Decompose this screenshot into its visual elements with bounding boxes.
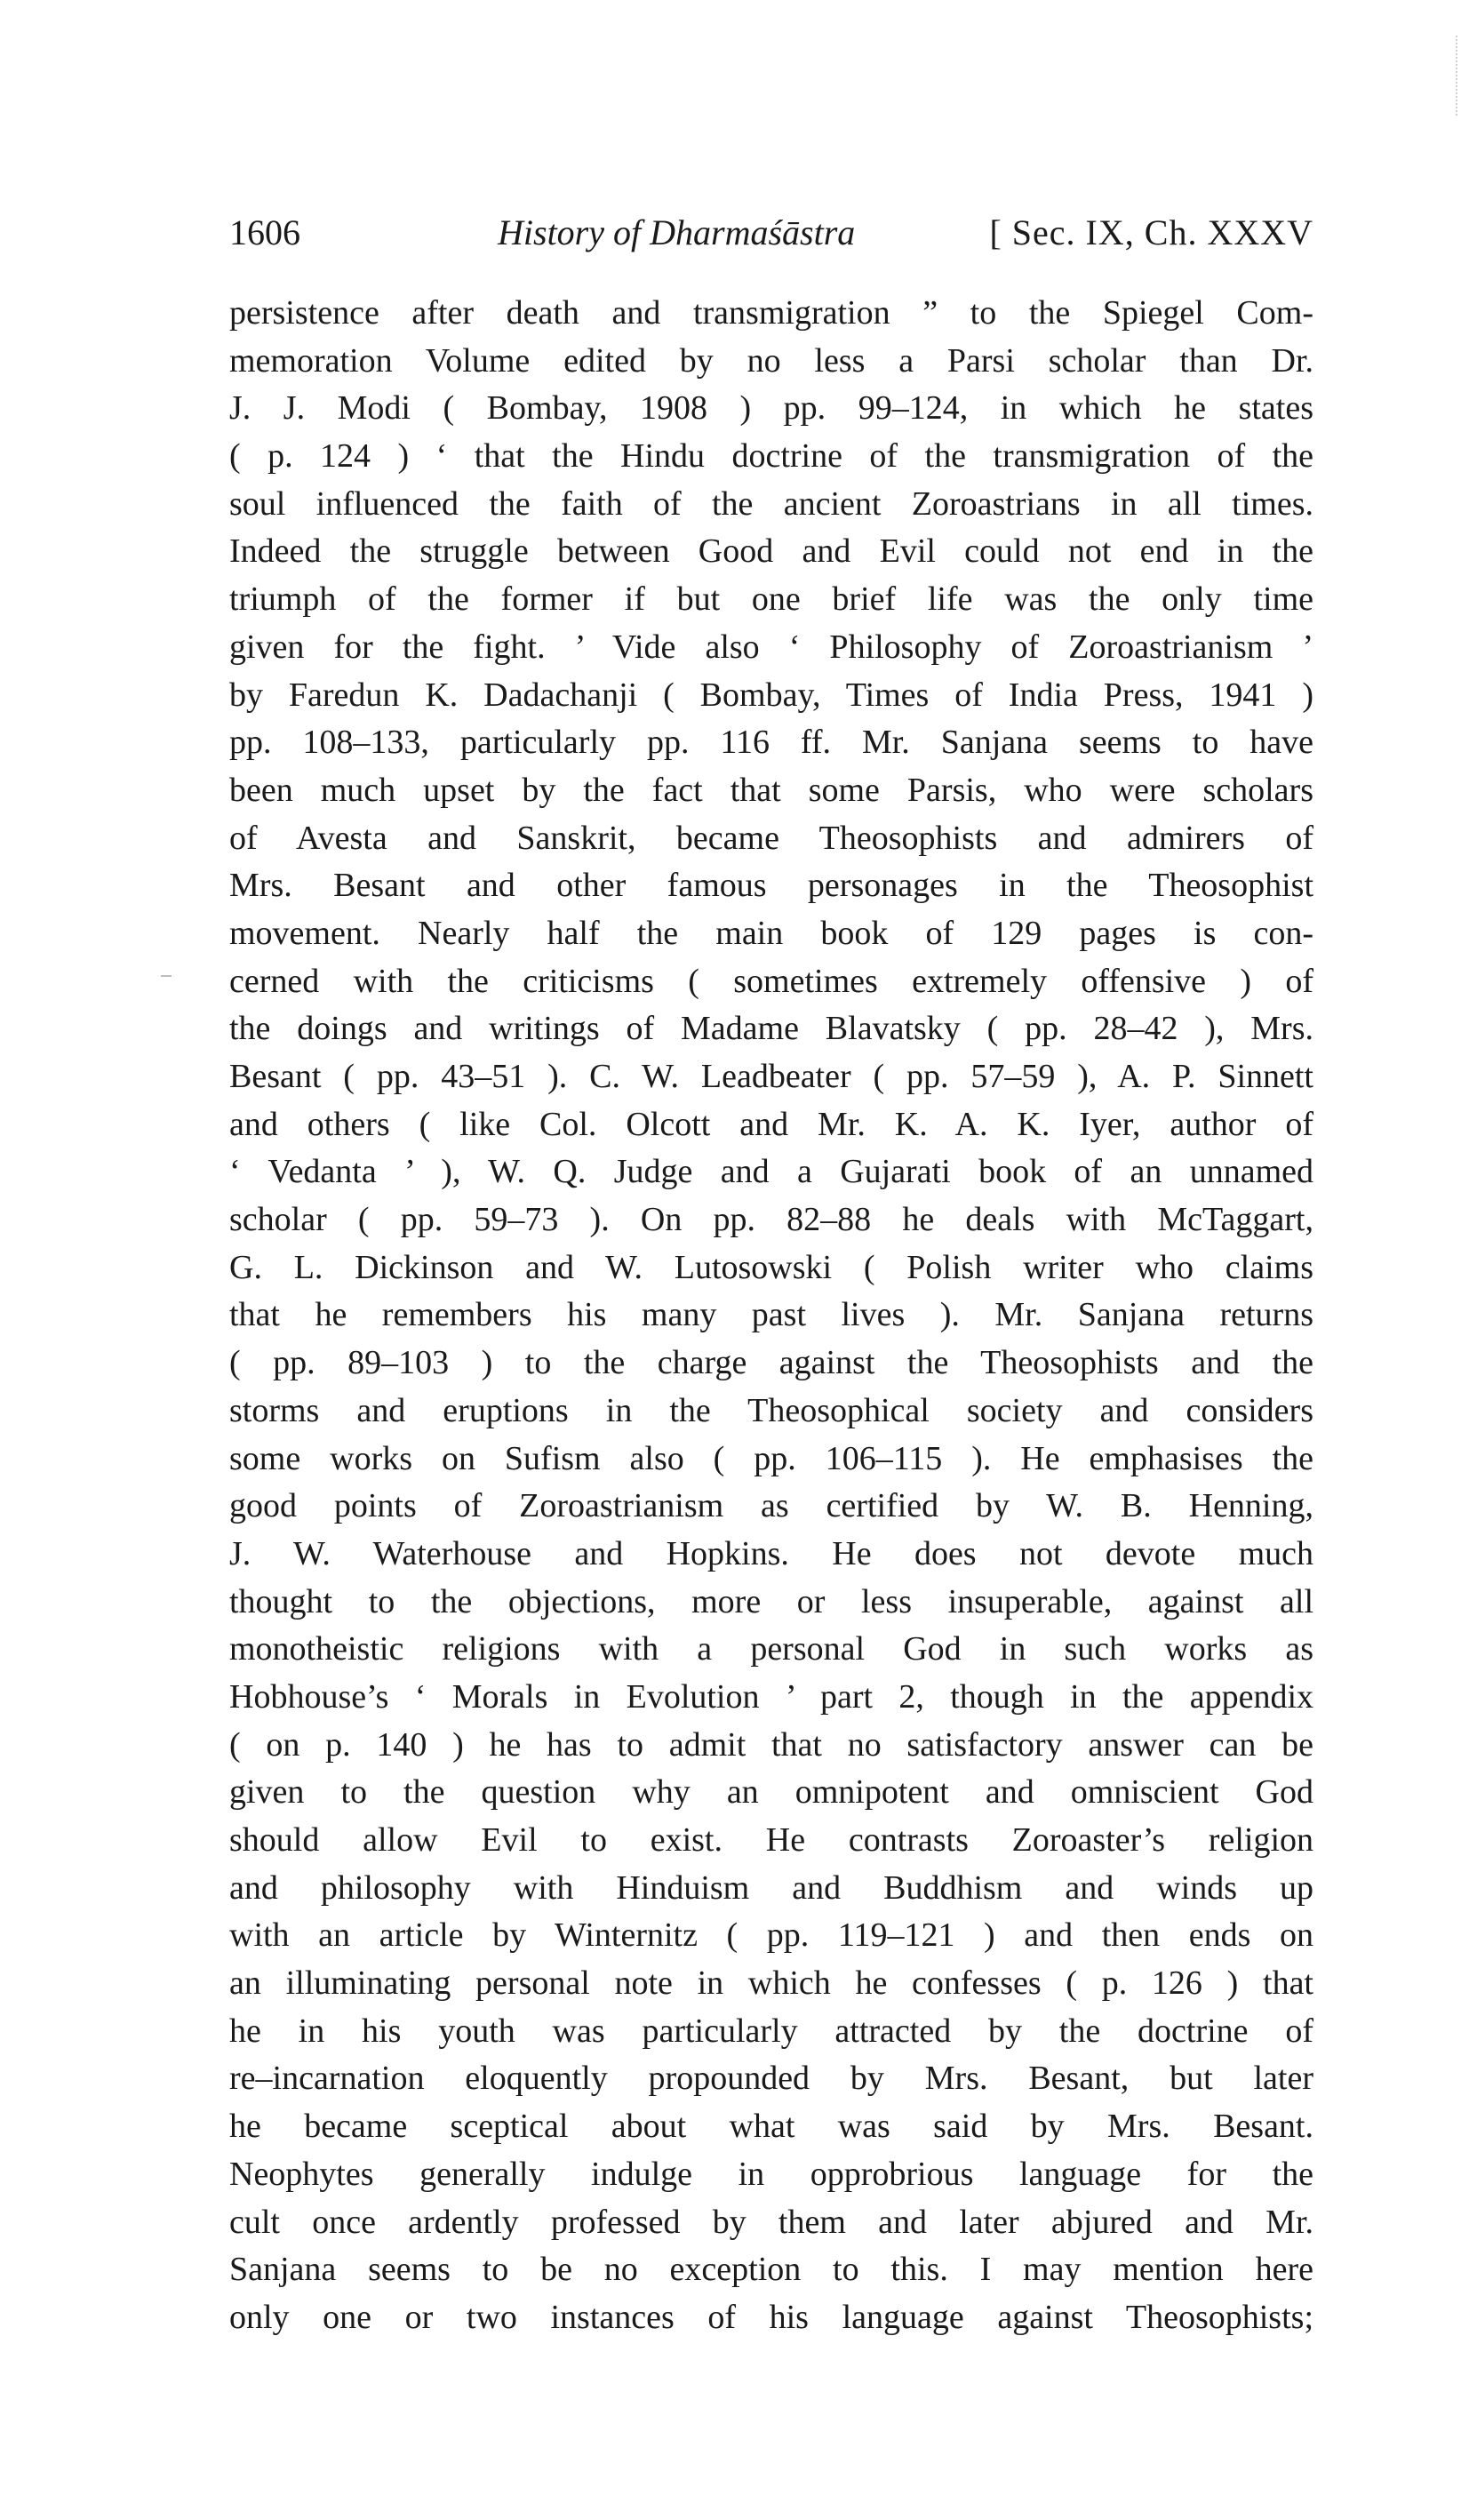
text-line: persistence after death and transmigration ” to the Spiegel Com- xyxy=(229,294,1313,332)
text-line: thought to the objections, more or less insuperable, against all xyxy=(229,1582,1313,1620)
text-line: J. W. Waterhouse and Hopkins. He does not devote much xyxy=(229,1534,1313,1572)
text-line: cerned with the criticisms ( sometimes extremely offensive ) of xyxy=(229,962,1313,1000)
text-line: an illuminating personal note in which he confesses ( p. 126 ) that xyxy=(229,1964,1313,2003)
text-line: good points of Zoroastrianism as certified by W. B. Henning, xyxy=(229,1487,1313,1525)
section-reference: [ Sec. IX, Ch. XXXV xyxy=(989,212,1313,252)
text-line: soul influenced the faith of the ancient Zoroastrians in all times. xyxy=(229,484,1313,523)
body-text xyxy=(229,290,1313,2342)
text-line: Sanjana seems to be no exception to this. I may mention here xyxy=(229,2251,1313,2289)
text-line: the doings and writings of Madame Blavatsky ( pp. 28–42 ), Mrs. xyxy=(229,1010,1313,1048)
text-line: Mrs. Besant and other famous personages in the Theosophist xyxy=(229,867,1313,905)
text-line: only one or two instances of his language against Theosophists; xyxy=(229,2298,1313,2336)
text-line: given to the question why an omnipotent and omniscient God xyxy=(229,1773,1313,1812)
text-line: Indeed the struggle between Good and Evil could not end in the xyxy=(229,532,1313,571)
text-line: ( p. 124 ) ‘ that the Hindu doctrine of the transmigration of the xyxy=(229,437,1313,476)
stray-ink-mark xyxy=(161,975,172,977)
text-line: Besant ( pp. 43–51 ). C. W. Leadbeater ( pp. 57–59 ), A. P. Sinnett xyxy=(229,1058,1313,1095)
text-line: movement. Nearly half the main book of 129 pages is con- xyxy=(229,914,1313,952)
text-line: been much upset by the fact that some Parsis, who were scholars xyxy=(229,771,1313,809)
text-line: Neophytes generally indulge in opprobrious language for the xyxy=(229,2155,1313,2193)
margin-scan-mark xyxy=(1456,36,1459,116)
text-line: monotheistic religions with a personal God in such works as xyxy=(229,1630,1313,1668)
text-line: cult once ardently professed by them and later abjured and Mr. xyxy=(229,2203,1313,2241)
text-line: storms and eruptions in the Theosophical society and considers xyxy=(229,1391,1313,1429)
page-number: 1606 xyxy=(229,212,300,252)
text-line: and others ( like Col. Olcott and Mr. K. A. K. Iyer, author of xyxy=(229,1105,1313,1143)
text-line: that he remembers his many past lives ). Mr. Sanjana returns xyxy=(229,1296,1313,1334)
text-line: he became sceptical about what was said by Mrs. Besant. xyxy=(229,2108,1313,2146)
text-line: some works on Sufism also ( pp. 106–115 ). He emphasises the xyxy=(229,1439,1313,1477)
text-line: should allow Evil to exist. He contrasts Zoroaster’s religion xyxy=(229,1821,1313,1859)
text-line: ( pp. 89–103 ) to the charge against the Theosophists and the xyxy=(229,1344,1313,1382)
text-line: scholar ( pp. 59–73 ). On pp. 82–88 he deals with McTaggart, xyxy=(229,1201,1313,1239)
text-line: re–incarnation eloquently propounded by Mrs. Besant, but later xyxy=(229,2060,1313,2098)
text-line: he in his youth was particularly attracted by the doctrine of xyxy=(229,2012,1313,2050)
text-line: triumph of the former if but one brief life was the only time xyxy=(229,580,1313,619)
text-line: by Faredun K. Dadachanji ( Bombay, Times of India Press, 1941 ) xyxy=(229,676,1313,714)
running-title: History of Dharmaśāstra xyxy=(498,212,856,252)
text-line: G. L. Dickinson and W. Lutosowski ( Polish writer who claims xyxy=(229,1248,1313,1286)
text-line: ‘ Vedanta ’ ), W. Q. Judge and a Gujarati book of an unnamed xyxy=(229,1153,1313,1191)
text-line: ( on p. 140 ) he has to admit that no satisfactory answer can be xyxy=(229,1725,1313,1764)
text-line: with an article by Winternitz ( pp. 119–121 ) and then ends on xyxy=(229,1916,1313,1955)
text-line: of Avesta and Sanskrit, became Theosophists and admirers of xyxy=(229,819,1313,857)
text-line: and philosophy with Hinduism and Buddhism and winds up xyxy=(229,1868,1313,1907)
text-line: given for the fight. ’ Vide also ‘ Philosophy of Zoroastrianism ’ xyxy=(229,628,1313,666)
text-line: pp. 108–133, particularly pp. 116 ff. Mr. Sanjana seems to have xyxy=(229,724,1313,762)
text-line: memoration Volume edited by no less a Parsi scholar than Dr. xyxy=(229,341,1313,380)
text-line: Hobhouse’s ‘ Morals in Evolution ’ part 2, though in the appendix xyxy=(229,1677,1313,1716)
page-header xyxy=(229,206,1313,260)
text-line: J. J. Modi ( Bombay, 1908 ) pp. 99–124, in which he states xyxy=(229,389,1313,428)
